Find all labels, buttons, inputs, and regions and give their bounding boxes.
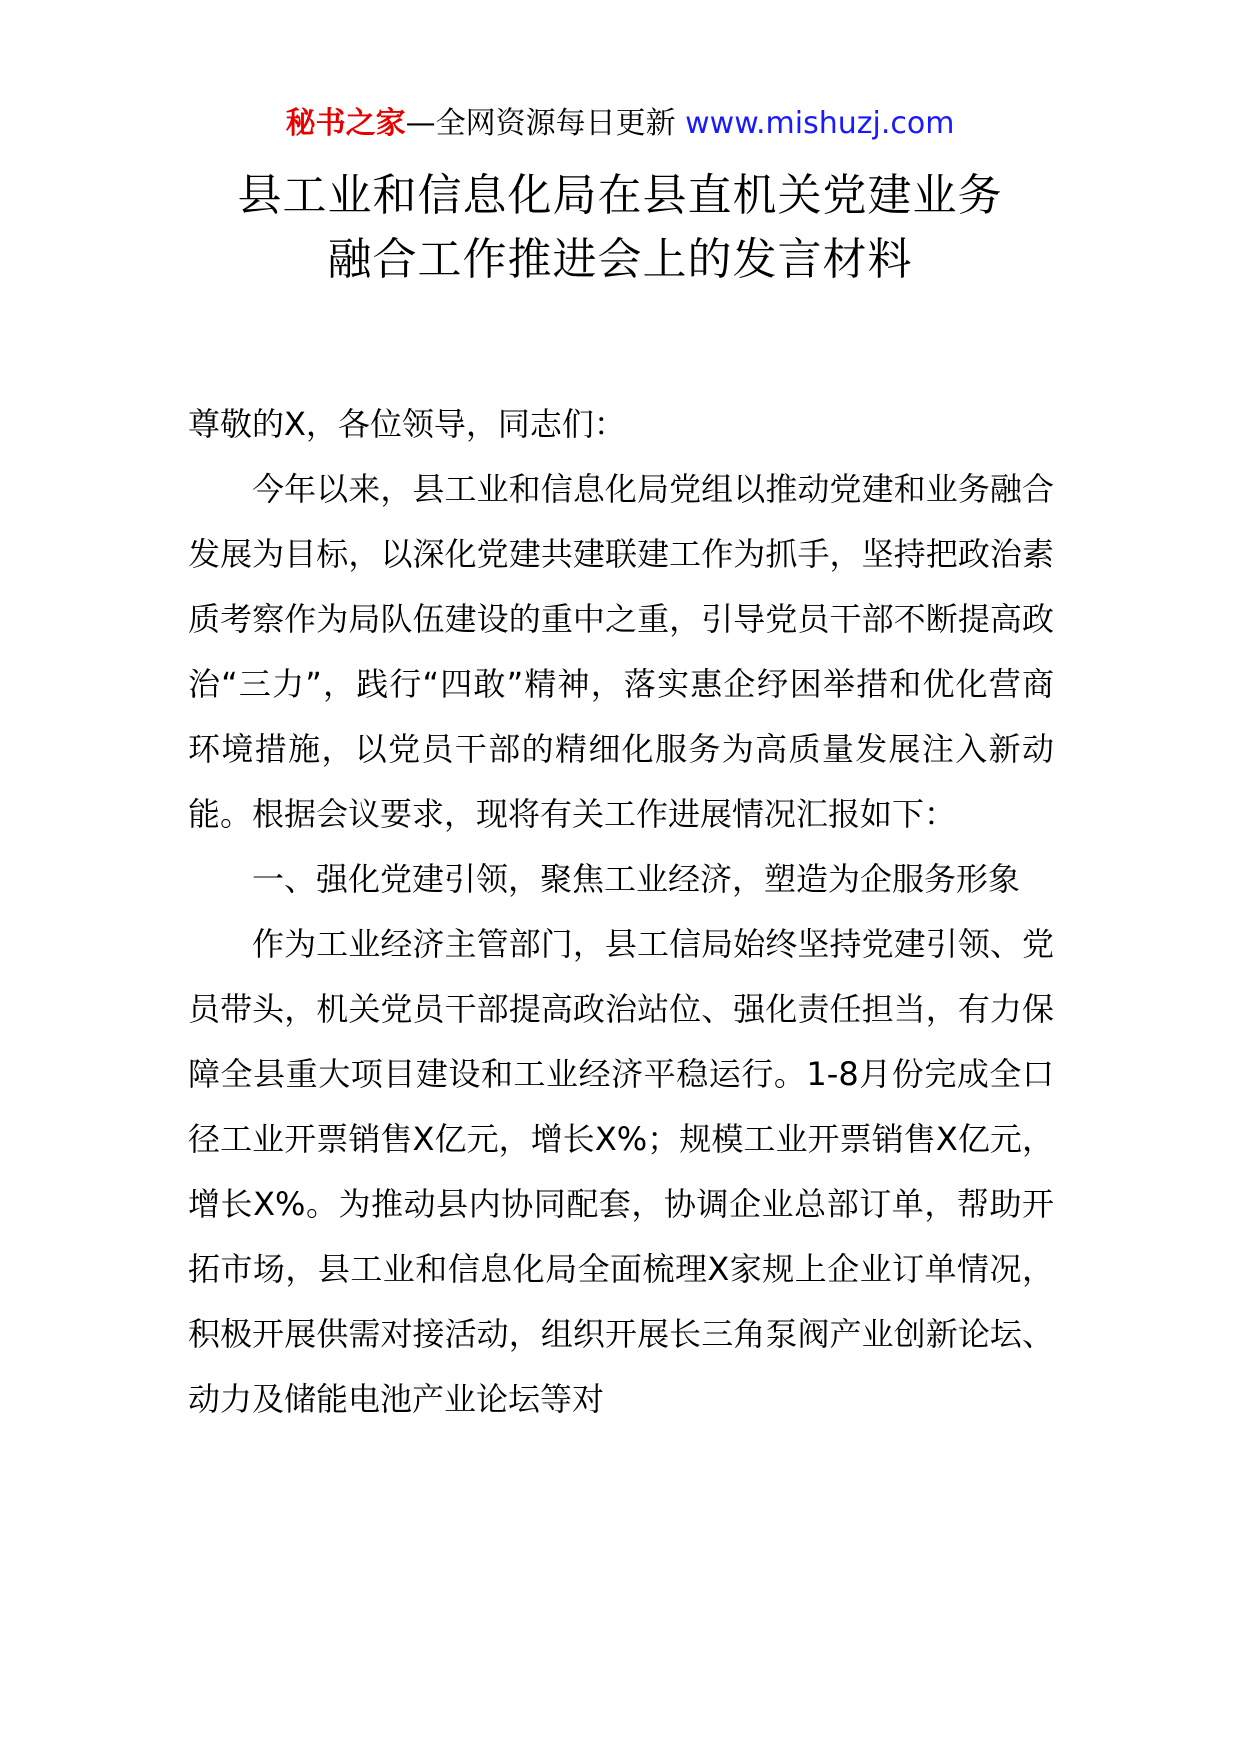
title-line-2: 融合工作推进会上的发言材料 [327,234,913,285]
intro-paragraph: 今年以来，县工业和信息化局党组以推动党建和业务融合发展为目标，以深化党建共建联建工作为抓手，坚持把政治素质考察作为局队伍建设的重中之重，引导党员干部不断提高政治“三力”，践行“四敢”精神，落实惠企纾困举措和优化营商环境措施，以党员干部的精细化服务为高质量发展注入新动能。根据会议要求，现将有关工作进展情况汇报如下： [188,470,1054,833]
site-header [0,104,1240,144]
document-title [0,164,1240,292]
title-line-1: 县工业和信息化局在县直机关党建业务 [237,170,1003,221]
header-tagline: —全网资源每日更新 [405,106,686,141]
salutation: 尊敬的X，各位领导，同志们： [188,405,626,443]
section-1-heading: 一、强化党建引领，聚焦工业经济，塑造为企服务形象 [252,860,1021,898]
section-1-paragraph: 作为工业经济主管部门，县工信局始终坚持党建引领、党员带头，机关党员干部提高政治站位、强化责任担当，有力保障全县重大项目建设和工业经济平稳运行。1-8月份完成全口径工业开票销售X亿元，增长X%；规模工业开票销售X亿元，增长X%。为推动县内协同配套，协调企业总部订单，帮助开拓市场，县工业和信息化局全面梳理X家规上企业订单情况，积极开展供需对接活动，组织开展长三角泵阀产业创新论坛、动力及储能电池产业论坛等对 [188,925,1054,1418]
brand-name: 秘书之家 [285,106,406,141]
site-url[interactable]: www.mishuzj.com [685,106,955,141]
document-body [188,392,1054,1432]
